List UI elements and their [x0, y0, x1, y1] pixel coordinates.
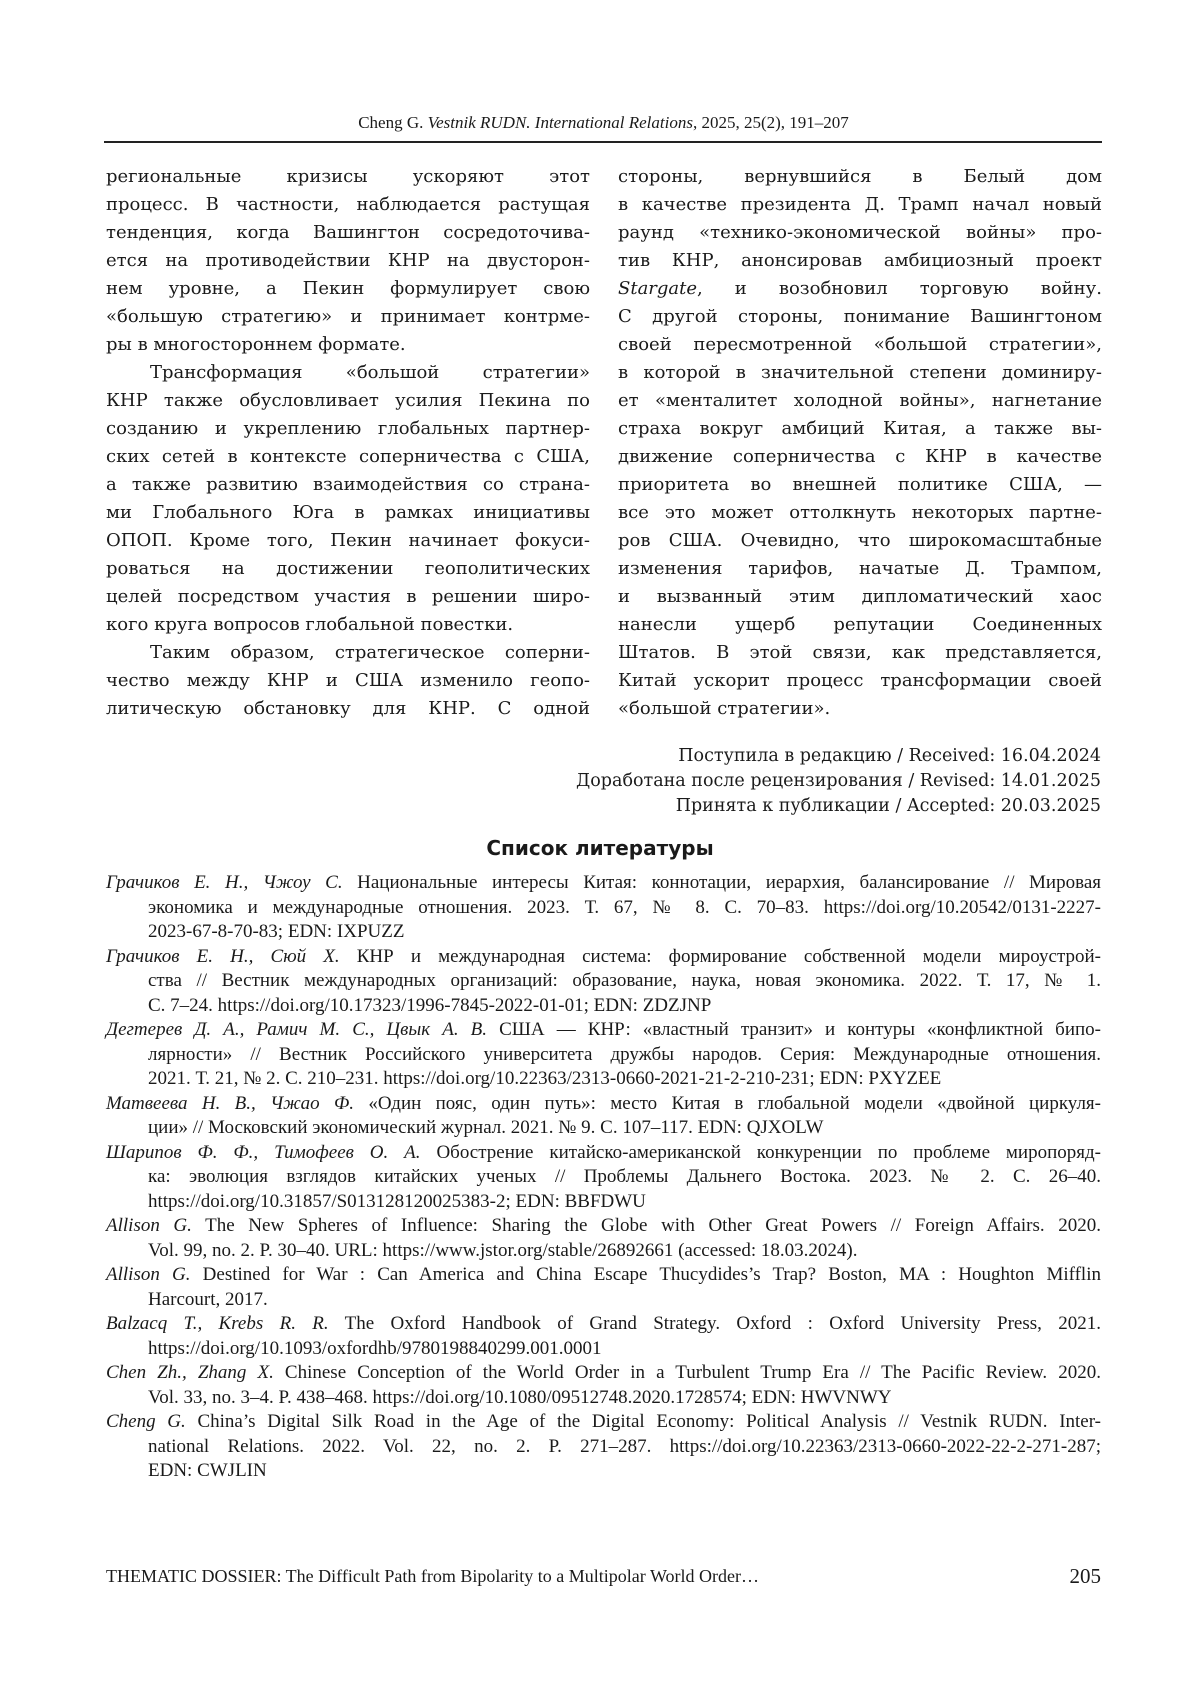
- reference-text: ства // Вестник международных организаций: образование, наука, новая экономика. 2022. Т. 17, № 1.: [148, 970, 1101, 991]
- reference-line: [106, 1018, 1101, 1043]
- line-text: Штатов. В этой связи, как представляется,: [618, 642, 1102, 663]
- body-text-line: [106, 359, 590, 387]
- reference-text: экономика и международные отношения. 2023. Т. 67, № 8. С. 70–83. https://doi.org/10.20542/0131-2227-: [148, 897, 1101, 918]
- line-text: тенденция, когда Вашингтон сосредоточива-: [106, 222, 590, 243]
- reference-authors: Chen Zh., Zhang X.: [106, 1362, 274, 1383]
- page-number: 205: [1070, 1564, 1102, 1589]
- reference-authors: Грачиков Е. Н., Чжоу С.: [106, 872, 343, 893]
- right-column: [618, 163, 1102, 723]
- line-text: приоритета во внешней политике США, —: [618, 474, 1102, 495]
- reference-text: https://doi.org/10.1093/oxfordhb/9780198840299.001.0001: [148, 1338, 602, 1359]
- line-text: созданию и укреплению глобальных партнер-: [106, 418, 590, 439]
- reference-text: The Oxford Handbook of Grand Strategy. Oxford : Oxford University Press, 2021.: [329, 1313, 1101, 1334]
- body-text-line: [618, 583, 1102, 611]
- line-text: литическую обстановку для КНР. С одной: [106, 698, 590, 719]
- reference-text: national Relations. 2022. Vol. 22, no. 2. P. 271–287. https://doi.org/10.22363/2313-0660-2022-22-2-271-287;: [148, 1436, 1101, 1457]
- body-text-line: [618, 331, 1102, 359]
- body-text-line: [618, 415, 1102, 443]
- reference-line: [106, 1386, 1101, 1411]
- body-text-line: [106, 667, 590, 695]
- reference-authors: Дегтерев Д. А., Рамич М. С., Цвык А. В.: [106, 1019, 487, 1040]
- reference-item: [106, 1361, 1101, 1410]
- reference-line: [106, 1410, 1101, 1435]
- body-text-line: [618, 667, 1102, 695]
- line-text: процесс. В частности, наблюдается растущая: [106, 194, 590, 215]
- reference-item: [106, 945, 1101, 1019]
- body-text-line: [106, 443, 590, 471]
- revised-date: Доработана после рецензирования / Revised: 14.01.2025: [576, 769, 1101, 794]
- line-text: ры в многостороннем формате.: [106, 334, 406, 355]
- line-text: своей пересмотренной «большой стратегии»,: [618, 334, 1102, 355]
- reference-text: Vol. 33, no. 3–4. P. 438–468. https://doi.org/10.1080/09512748.2020.1728574; EDN: HWVNWY: [148, 1387, 891, 1408]
- line-text: Таким образом, стратегическое соперни-: [150, 642, 590, 663]
- body-text-line: [618, 191, 1102, 219]
- line-text: ется на противодействии КНР на двусторон-: [106, 250, 590, 271]
- reference-line: [106, 1067, 1101, 1092]
- body-text-line: [106, 191, 590, 219]
- body-text-line: [618, 247, 1102, 275]
- line-text: Китай ускорит процесс трансформации своей: [618, 670, 1102, 691]
- line-text: ми Глобального Юга в рамках инициативы: [106, 502, 590, 523]
- reference-line: [106, 1141, 1101, 1166]
- reference-line: [106, 1214, 1101, 1239]
- reference-text: лярности» // Вестник Российского университета дружбы народов. Серия: Международные отношения.: [148, 1044, 1101, 1065]
- body-text-line: [618, 163, 1102, 191]
- reference-text: Harcourt, 2017.: [148, 1289, 268, 1310]
- line-text: все это может оттолкнуть некоторых партне-: [618, 502, 1102, 523]
- line-text: Трансформация «большой стратегии»: [150, 362, 590, 383]
- header-journal: Vestnik RUDN. International Relations: [428, 113, 693, 132]
- body-text-line: [106, 583, 590, 611]
- body-text-line: [106, 247, 590, 275]
- body-text-line: [106, 639, 590, 667]
- line-text: роваться на достижении геополитических: [106, 558, 590, 579]
- reference-text: Destined for War : Can America and China Escape Thucydides’s Trap? Boston, MA : Houghton Mifflin: [191, 1264, 1102, 1285]
- body-text-line: [106, 303, 590, 331]
- line-text: нанесли ущерб репутации Соединенных: [618, 614, 1102, 635]
- body-text-line: [618, 219, 1102, 247]
- body-text-line: [106, 219, 590, 247]
- reference-item: [106, 1214, 1101, 1263]
- line-text: целей посредством участия в решении широ-: [106, 586, 590, 607]
- body-text-line: [106, 499, 590, 527]
- line-text: «большой стратегии».: [618, 698, 830, 719]
- running-header: [106, 113, 1101, 133]
- body-text-line: [618, 387, 1102, 415]
- reference-line: [106, 920, 1101, 945]
- reference-text: КНР и международная система: формирование собственной модели мироустрой-: [340, 946, 1101, 967]
- body-text-line: [106, 163, 590, 191]
- submission-dates: [576, 744, 1101, 819]
- body-text-line: [618, 555, 1102, 583]
- reference-line: [106, 896, 1101, 921]
- reference-line: [106, 871, 1101, 896]
- reference-item: [106, 1410, 1101, 1484]
- header-rule: [104, 141, 1102, 143]
- reference-item: [106, 1018, 1101, 1092]
- line-text: раунд «технико-экономической войны» про-: [618, 222, 1102, 243]
- reference-line: [106, 1288, 1101, 1313]
- reference-line: [106, 994, 1101, 1019]
- line-text: кого круга вопросов глобальной повестки.: [106, 614, 513, 635]
- body-text-line: [618, 499, 1102, 527]
- header-issue: , 2025, 25(2), 191–207: [693, 113, 849, 132]
- reference-text: ции» // Московский экономический журнал. 2021. № 9. С. 107–117. EDN: QJXOLW: [148, 1117, 823, 1138]
- reference-text: США — КНР: «властный транзит» и контуры «конфликтной бипо-: [487, 1019, 1101, 1040]
- reference-line: [106, 1239, 1101, 1264]
- reference-text: ка: эволюция взглядов китайских ученых // Проблемы Дальнего Востока. 2023. № 2. С. 26–40.: [148, 1166, 1101, 1187]
- body-text-line: [106, 331, 590, 359]
- line-text: ет «менталитет холодной войны», нагнетание: [618, 390, 1102, 411]
- body-text-line: [106, 387, 590, 415]
- reference-text: The New Spheres of Influence: Sharing the Globe with Other Great Powers // Foreign Affairs. 2020.: [192, 1215, 1101, 1236]
- reference-line: [106, 1043, 1101, 1068]
- reference-line: [106, 1337, 1101, 1362]
- line-text: движение соперничества с КНР в качестве: [618, 446, 1102, 467]
- reference-authors: Матвеева Н. В., Чжао Ф.: [106, 1093, 354, 1114]
- body-text-line: [618, 443, 1102, 471]
- reference-item: [106, 1092, 1101, 1141]
- reference-authors: Cheng G.: [106, 1411, 186, 1432]
- reference-line: [106, 969, 1101, 994]
- line-text: КНР также обусловливает усилия Пекина по: [106, 390, 590, 411]
- reference-authors: Грачиков Е. Н., Сюй Х.: [106, 946, 340, 967]
- references-heading: Список литературы: [0, 836, 1200, 860]
- line-text: а также развитию взаимодействия со страна-: [106, 474, 590, 495]
- left-column: [106, 163, 590, 723]
- body-text-line: [618, 275, 1102, 303]
- line-text: региональные кризисы ускоряют этот: [106, 166, 590, 187]
- reference-item: [106, 1312, 1101, 1361]
- reference-line: [106, 1435, 1101, 1460]
- line-text: и вызванный этим дипломатический хаос: [618, 586, 1102, 607]
- references-list: [106, 871, 1101, 1484]
- body-text-line: [618, 639, 1102, 667]
- reference-authors: Allison G.: [106, 1215, 192, 1236]
- body-text-line: [618, 611, 1102, 639]
- reference-text: 2023-67-8-70-83; EDN: IXPUZZ: [148, 921, 404, 942]
- reference-item: [106, 871, 1101, 945]
- line-text: ров США. Очевидно, что широкомасштабные: [618, 530, 1102, 551]
- reference-text: 2021. Т. 21, № 2. С. 210–231. https://doi.org/10.22363/2313-0660-2021-21-2-210-231; EDN: PXYZEE: [148, 1068, 941, 1089]
- reference-item: [106, 1263, 1101, 1312]
- reference-line: [106, 1092, 1101, 1117]
- reference-text: https://doi.org/10.31857/S013128120025383-2; EDN: BBFDWU: [148, 1191, 646, 1212]
- body-text-line: [106, 555, 590, 583]
- body-text-line: [618, 695, 1102, 723]
- reference-text: Национальные интересы Китая: коннотации, иерархия, балансирование // Мировая: [343, 872, 1101, 893]
- body-text-line: [106, 471, 590, 499]
- line-text: тив КНР, анонсировав амбициозный проект: [618, 250, 1102, 271]
- reference-authors: Balzacq T., Krebs R. R.: [106, 1313, 329, 1334]
- reference-text: Chinese Conception of the World Order in a Turbulent Trump Era // The Pacific Review. 2020.: [274, 1362, 1101, 1383]
- reference-text: Vol. 99, no. 2. P. 30–40. URL: https://www.jstor.org/stable/26892661 (accessed: 18.03.2024).: [148, 1240, 858, 1261]
- reference-text: С. 7–24. https://doi.org/10.17323/1996-7845-2022-01-01; EDN: ZDZJNP: [148, 995, 711, 1016]
- body-text-line: [106, 527, 590, 555]
- line-text: стороны, вернувшийся в Белый дом: [618, 166, 1102, 187]
- page-footer: [106, 1566, 1101, 1587]
- reference-item: [106, 1141, 1101, 1215]
- line-text: ОПОП. Кроме того, Пекин начинает фокуси-: [106, 530, 590, 551]
- reference-authors: Allison G.: [106, 1264, 191, 1285]
- reference-text: «Один пояс, один путь»: место Китая в глобальной модели «двойной циркуля-: [354, 1093, 1101, 1114]
- line-text: в которой в значительной степени доминиру-: [618, 362, 1102, 383]
- reference-text: Обострение китайско-американской конкуренции по проблеме миропоряд-: [421, 1142, 1101, 1163]
- line-text: в качестве президента Д. Трамп начал новый: [618, 194, 1102, 215]
- line-text: чество между КНР и США изменило геопо-: [106, 670, 590, 691]
- line-text: нем уровне, а Пекин формулирует свою: [106, 278, 590, 299]
- reference-line: [106, 1459, 1101, 1484]
- body-text-line: [106, 275, 590, 303]
- header-author: Cheng G.: [358, 113, 427, 132]
- reference-line: [106, 1116, 1101, 1141]
- body-text-line: [618, 359, 1102, 387]
- reference-line: [106, 1361, 1101, 1386]
- body-text-line: [618, 303, 1102, 331]
- line-text: С другой стороны, понимание Вашингтоном: [618, 306, 1102, 327]
- reference-line: [106, 945, 1101, 970]
- reference-line: [106, 1263, 1101, 1288]
- line-text: изменения тарифов, начатые Д. Трампом,: [618, 558, 1102, 579]
- reference-line: [106, 1165, 1101, 1190]
- body-text-line: [618, 471, 1102, 499]
- line-text: ских сетей в контексте соперничества с США,: [106, 446, 590, 467]
- italic-term: Stargate: [618, 278, 697, 299]
- reference-line: [106, 1312, 1101, 1337]
- body-text-line: [618, 527, 1102, 555]
- reference-line: [106, 1190, 1101, 1215]
- body-text-line: [106, 611, 590, 639]
- reference-text: China’s Digital Silk Road in the Age of the Digital Economy: Political Analysis // Vestnik RUDN. Inter-: [186, 1411, 1101, 1432]
- reference-authors: Шарипов Ф. Ф., Тимофеев О. А.: [106, 1142, 421, 1163]
- received-date: Поступила в редакцию / Received: 16.04.2024: [576, 744, 1101, 769]
- accepted-date: Принята к публикации / Accepted: 20.03.2025: [576, 794, 1101, 819]
- reference-text: EDN: CWJLIN: [148, 1460, 267, 1481]
- line-text: страха вокруг амбиций Китая, а также вы-: [618, 418, 1102, 439]
- line-text: «большую стратегию» и принимает контрме-: [106, 306, 590, 327]
- body-text-line: [106, 415, 590, 443]
- body-text-line: [106, 695, 590, 723]
- line-text: , и возобновил торговую войну.: [697, 278, 1102, 299]
- footer-section-title: THEMATIC DOSSIER: The Difficult Path from Bipolarity to a Multipolar World Order…: [106, 1566, 759, 1586]
